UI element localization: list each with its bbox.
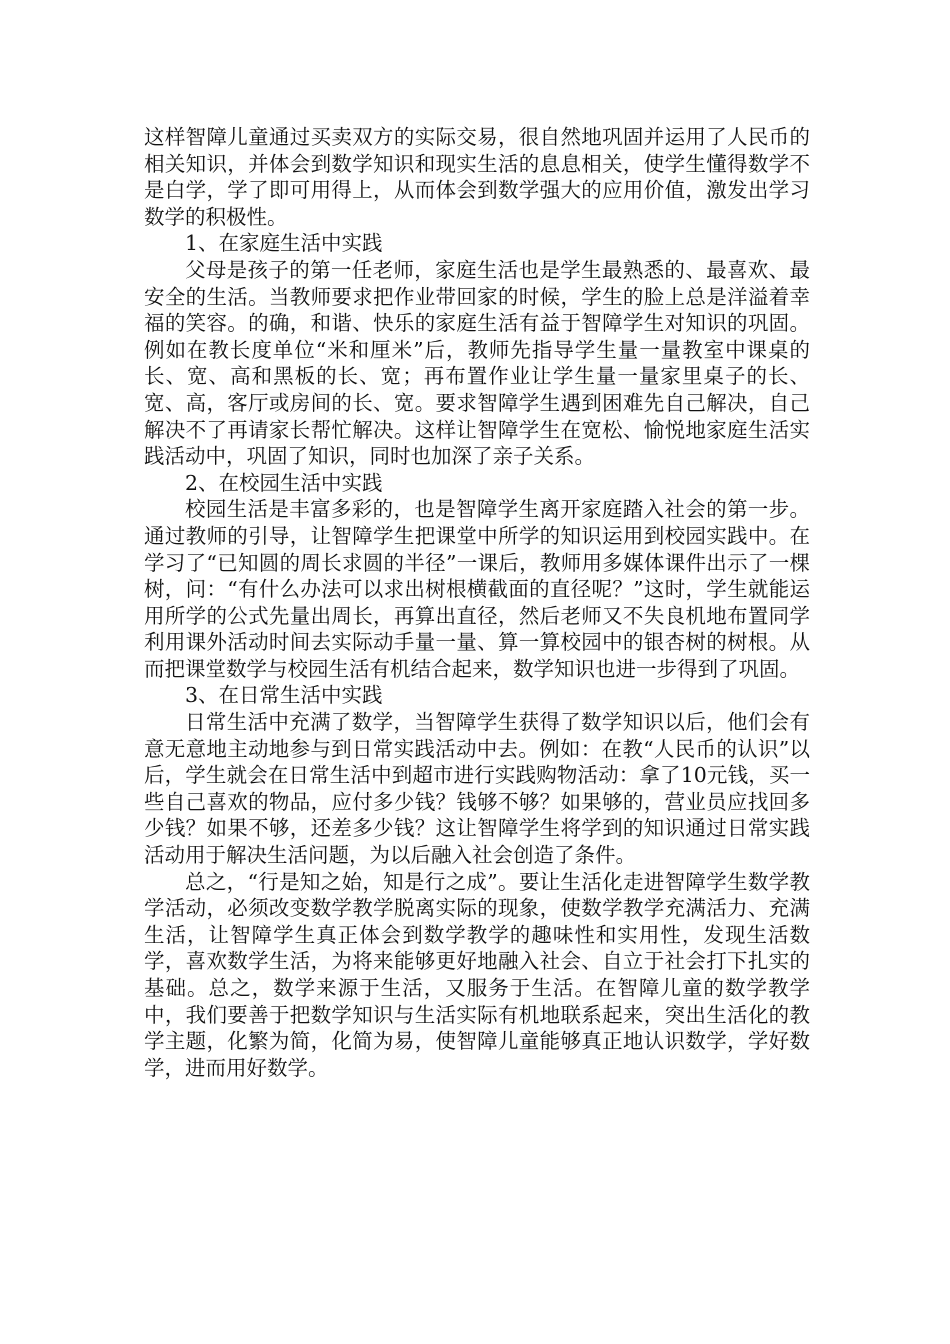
paragraph-home-life: 父母是孩子的第一任老师，家庭生活也是学生最熟悉的、最喜欢、最安全的生活。当教师要求把作业带回家的时候，学生的脸上总是洋溢着幸福的笑容。的确，和谐、快乐的家庭生活有益于智障学生对知识的巩固。例如在教长度单位“米和厘米”后，教师先指导学生量一量教室中课桌的长、宽、高和黑板的长、宽；再布置作业让学生量一量家里桌子的长、宽、高，客厅或房间的长、宽。要求智障学生遇到困难先自己解决，自己解决不了再请家长帮忙解决。这样让智障学生在宽松、愉悦地家庭生活实践活动中，巩固了知识，同时也加深了亲子关系。 [144,257,810,469]
section-heading-daily-life: 3、在日常生活中实践 [185,683,383,708]
section-heading-home-life: 1、在家庭生活中实践 [185,231,383,256]
paragraph-daily-life: 日常生活中充满了数学，当智障学生获得了数学知识以后，他们会有意无意地主动地参与到日常实践活动中去。例如：在教“人民币的认识”以后，学生就会在日常生活中到超市进行实践购物活动：拿了10元钱，买一些自己喜欢的物品，应付多少钱？钱够不够？如果够的，营业员应找回多少钱？如果不够，还差多少钱？这让智障学生将学到的知识通过日常实践活动用于解决生活问题，为以后融入社会创造了条件。 [144,710,810,868]
section-heading-school-life: 2、在校园生活中实践 [185,470,383,495]
document-body [144,124,810,1081]
paragraph-conclusion: 总之，“行是知之始，知是行之成”。要让生活化走进智障学生数学教学活动，必须改变数学教学脱离实际的现象，使数学教学充满活力、充满生活，让智障学生真正体会到数学教学的趣味性和实用性，发现生活数学，喜欢数学生活，为将来能够更好地融入社会、自立于社会打下扎实的基础。总之，数学来源于生活，又服务于生活。在智障儿童的数学教学中，我们要善于把数学知识与生活实际有机地联系起来，突出生活化的教学主题，化繁为简，化简为易，使智障儿童能够真正地认识数学，学好数学，进而用好数学。 [144,869,810,1080]
paragraph-school-life: 校园生活是丰富多彩的，也是智障学生离开家庭踏入社会的第一步。通过教师的引导，让智障学生把课堂中所学的知识运用到校园实践中。在学习了“已知圆的周长求圆的半径”一课后，教师用多媒体课件出示了一棵树，问：“有什么办法可以求出树根横截面的直径呢？”这时，学生就能运用所学的公式先量出周长，再算出直径，然后老师又不失良机地布置同学利用课外活动时间去实际动手量一量、算一算校园中的银杏树的树根。从而把课堂数学与校园生活有机结合起来，数学知识也进一步得到了巩固。 [144,497,810,681]
paragraph-continuation: 这样智障儿童通过买卖双方的实际交易，很自然地巩固并运用了人民币的相关知识，并体会到数学知识和现实生活的息息相关，使学生懂得数学不是白学，学了即可用得上，从而体会到数学强大的应用价值，激发出学习数学的积极性。 [144,125,810,229]
